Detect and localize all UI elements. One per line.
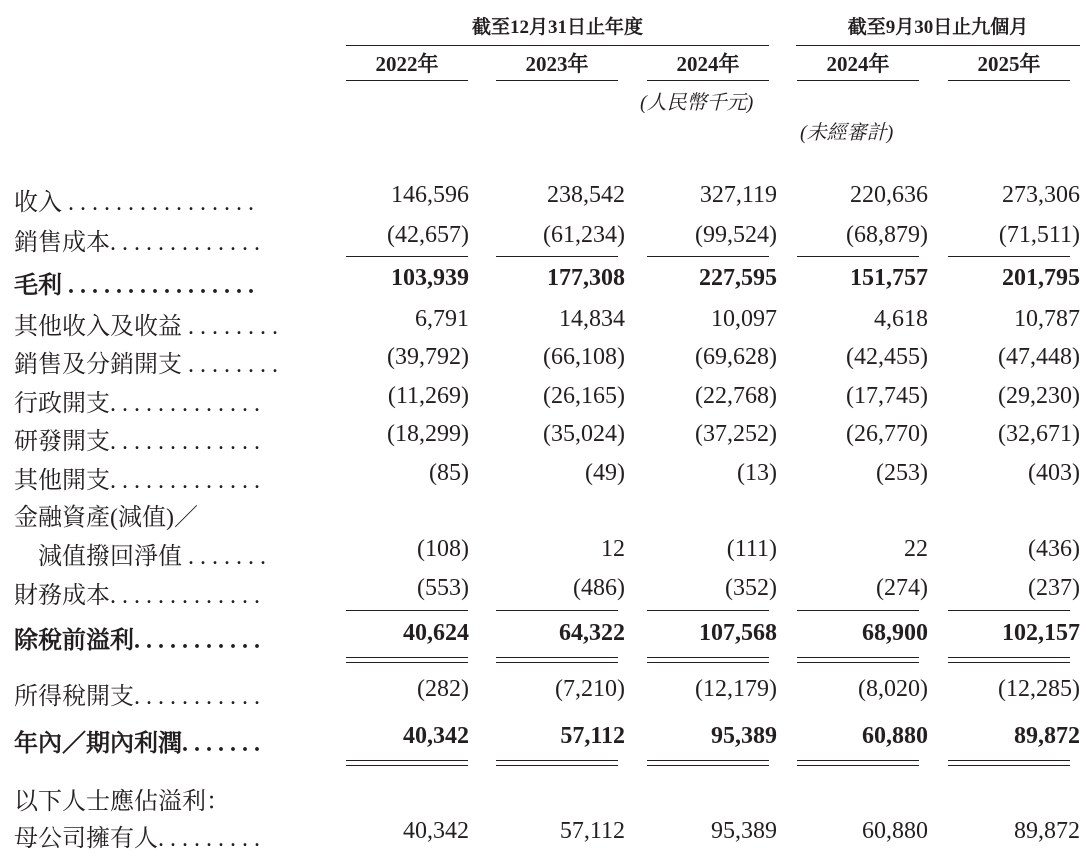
row-value: (17,745): [846, 383, 928, 409]
row-value: 327,119: [699, 182, 777, 208]
row-value: 60,880: [862, 723, 928, 749]
annual-header-rule: [346, 45, 769, 46]
row-value: 102,157: [1002, 620, 1080, 646]
total-rule: [346, 662, 468, 663]
year-header-4: 2024年: [826, 52, 890, 76]
row-value: (237): [1028, 575, 1080, 601]
total-rule: [647, 256, 769, 257]
row-value: (35,024): [543, 421, 625, 447]
interim-period-header: 截至9月30日止九個月: [847, 17, 1029, 38]
row-label: 研發開支. . . . . . . . . . . . .: [14, 429, 260, 455]
year-header-3: 2024年: [676, 52, 740, 76]
row-value: (11,269): [387, 383, 469, 409]
total-rule: [948, 765, 1070, 766]
row-value: (42,657): [387, 222, 469, 248]
row-label: 金融資產(減值)／: [14, 505, 198, 531]
annual-period-header: 截至12月31日止年度: [471, 17, 643, 38]
total-rule: [647, 657, 769, 658]
year-header-2: 2023年: [525, 52, 589, 76]
year-header-rule: [948, 80, 1070, 81]
row-value: 64,322: [559, 620, 625, 646]
row-value: 14,834: [559, 306, 625, 332]
row-value: 103,939: [391, 265, 469, 291]
total-rule: [647, 662, 769, 663]
row-value: (486): [573, 575, 625, 601]
row-value: (403): [1028, 460, 1080, 486]
row-value: (26,165): [543, 383, 625, 409]
row-value: 40,342: [403, 818, 469, 844]
row-value: 107,568: [699, 620, 777, 646]
row-value: 57,112: [560, 723, 625, 749]
row-label: 年內／期內利潤. . . . . . .: [14, 731, 260, 757]
row-value: 40,342: [403, 723, 469, 749]
row-value: 146,596: [391, 182, 469, 208]
row-label: 財務成本. . . . . . . . . . . . .: [14, 583, 260, 609]
row-value: 4,618: [874, 306, 928, 332]
row-label: 除稅前溢利. . . . . . . . . . .: [14, 628, 260, 654]
row-value: 89,872: [1014, 723, 1080, 749]
total-rule: [797, 256, 919, 257]
row-value: (553): [417, 575, 469, 601]
row-value: (8,020): [858, 676, 928, 702]
total-rule: [346, 610, 468, 611]
total-rule: [647, 610, 769, 611]
row-value: (39,792): [387, 344, 469, 370]
row-value: (12,179): [695, 676, 777, 702]
row-value: 6,791: [415, 306, 469, 332]
row-value: 40,624: [403, 620, 469, 646]
total-rule: [948, 256, 1070, 257]
row-value: 22: [904, 536, 928, 562]
total-rule: [496, 765, 618, 766]
row-value: 95,389: [711, 723, 777, 749]
row-value: (436): [1028, 536, 1080, 562]
year-header-rule: [647, 80, 769, 81]
total-rule: [346, 256, 468, 257]
row-value: (68,879): [846, 222, 928, 248]
row-value: 10,787: [1014, 306, 1080, 332]
row-value: (47,448): [998, 344, 1080, 370]
total-rule: [496, 610, 618, 611]
interim-header-rule: [796, 45, 1080, 46]
total-rule: [647, 760, 769, 761]
row-value: (22,768): [695, 383, 777, 409]
row-value: 227,595: [699, 265, 777, 291]
row-value: (111): [726, 536, 777, 562]
unaudited-note: (未經審計): [800, 122, 894, 144]
row-value: 201,795: [1002, 265, 1080, 291]
total-rule: [346, 657, 468, 658]
total-rule: [797, 765, 919, 766]
row-value: (37,252): [695, 421, 777, 447]
total-rule: [797, 657, 919, 658]
row-value: (99,524): [695, 222, 777, 248]
total-rule: [496, 760, 618, 761]
row-label: 其他開支. . . . . . . . . . . . .: [14, 468, 260, 494]
row-value: 89,872: [1014, 818, 1080, 844]
total-rule: [496, 256, 618, 257]
total-rule: [948, 760, 1070, 761]
row-label: 所得稅開支. . . . . . . . . . .: [14, 684, 260, 710]
row-value: 95,389: [711, 818, 777, 844]
total-rule: [948, 657, 1070, 658]
total-rule: [346, 765, 468, 766]
row-value: (26,770): [846, 421, 928, 447]
total-rule: [496, 662, 618, 663]
row-label: 以下人士應佔溢利：: [14, 789, 230, 815]
row-label: 母公司擁有人. . . . . . . . .: [14, 826, 260, 852]
row-value: 238,542: [547, 182, 625, 208]
total-rule: [797, 760, 919, 761]
row-value: (282): [417, 676, 469, 702]
row-value: (29,230): [998, 383, 1080, 409]
row-value: (274): [876, 575, 928, 601]
row-value: (85): [429, 460, 469, 486]
year-header-rule: [797, 80, 919, 81]
total-rule: [948, 610, 1070, 611]
row-value: 60,880: [862, 818, 928, 844]
total-rule: [797, 662, 919, 663]
total-rule: [647, 765, 769, 766]
row-label: 銷售成本. . . . . . . . . . . . .: [14, 230, 260, 256]
row-value: (108): [417, 536, 469, 562]
row-value: (12,285): [998, 676, 1080, 702]
row-label: 銷售及分銷開支 . . . . . . . .: [14, 352, 278, 378]
row-label: 減值撥回淨值 . . . . . . .: [14, 544, 266, 570]
year-header-1: 2022年: [375, 52, 439, 76]
row-value: (32,671): [998, 421, 1080, 447]
row-value: 273,306: [1002, 182, 1080, 208]
row-value: (61,234): [543, 222, 625, 248]
row-value: (71,511): [998, 222, 1080, 248]
row-value: (69,628): [695, 344, 777, 370]
row-value: (18,299): [387, 421, 469, 447]
row-label: 行政開支. . . . . . . . . . . . .: [14, 391, 260, 417]
total-rule: [797, 610, 919, 611]
row-value: 151,757: [850, 265, 928, 291]
year-header-rule: [496, 80, 618, 81]
row-value: (352): [725, 575, 777, 601]
row-value: 220,636: [850, 182, 928, 208]
row-value: (49): [585, 460, 625, 486]
row-value: 57,112: [559, 818, 625, 844]
row-value: 177,308: [547, 265, 625, 291]
total-rule: [496, 657, 618, 658]
year-header-5: 2025年: [977, 52, 1041, 76]
row-value: (42,455): [846, 344, 928, 370]
row-value: 68,900: [862, 620, 928, 646]
row-value: (13): [737, 460, 777, 486]
row-value: (66,108): [543, 344, 625, 370]
row-value: (253): [876, 460, 928, 486]
total-rule: [346, 760, 468, 761]
row-label: 其他收入及收益 . . . . . . . .: [14, 314, 278, 340]
row-value: 12: [601, 536, 625, 562]
year-header-rule: [346, 80, 468, 81]
row-value: 10,097: [711, 306, 777, 332]
unit-note: (人民幣千元): [640, 92, 754, 114]
row-label: 毛利 . . . . . . . . . . . . . . . .: [14, 273, 254, 299]
row-value: (7,210): [555, 676, 625, 702]
row-label: 收入 . . . . . . . . . . . . . . . .: [14, 190, 254, 216]
total-rule: [948, 662, 1070, 663]
